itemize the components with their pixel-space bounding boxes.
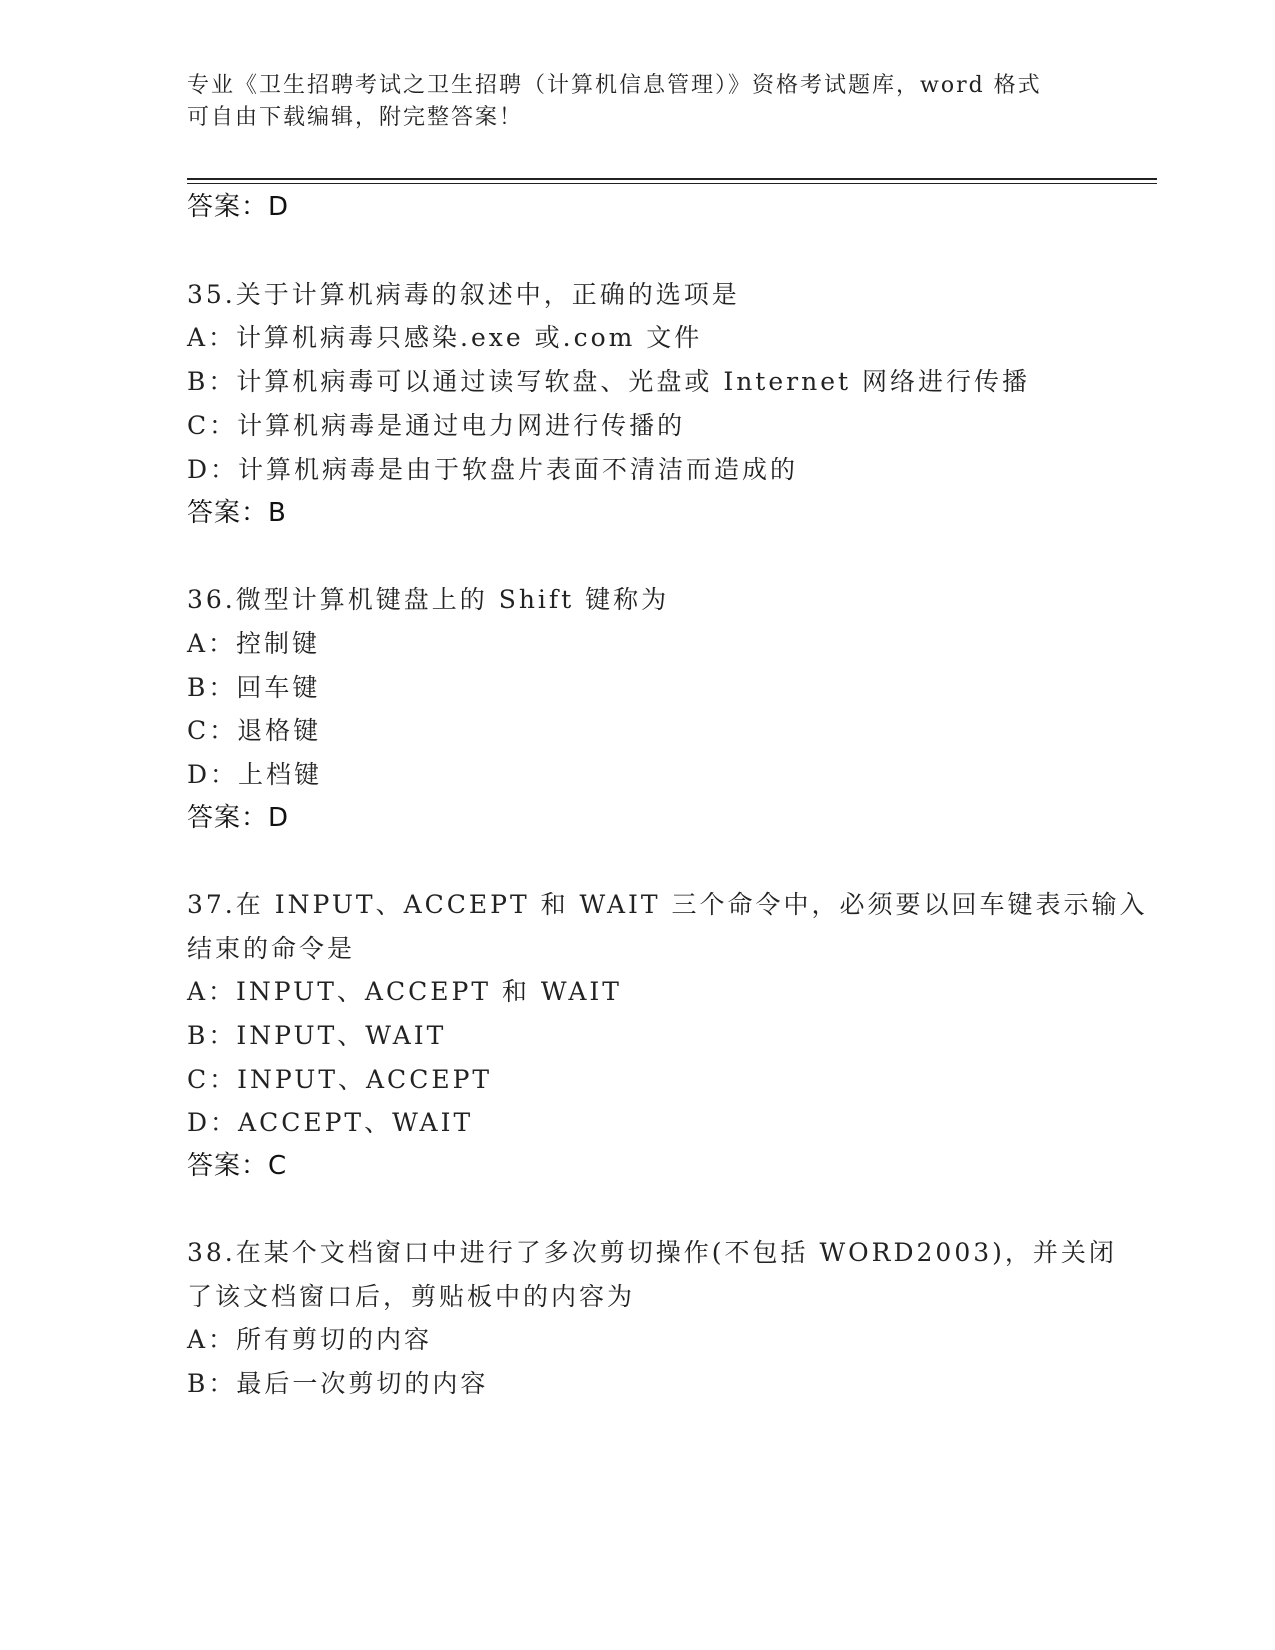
question-37-option-a: A：INPUT、ACCEPT 和 WAIT [187, 977, 622, 1006]
question-35-option-c: C：计算机病毒是通过电力网进行传播的 [187, 411, 686, 440]
question-35-option-d: D：计算机病毒是由于软盘片表面不清洁而造成的 [187, 455, 799, 484]
header-divider [187, 178, 1157, 184]
document-header [187, 70, 1067, 134]
question-35-option-b: B：计算机病毒可以通过读写软盘、光盘或 Internet 网络进行传播 [187, 367, 1030, 396]
question-36-option-d: D：上档键 [187, 760, 323, 789]
question-36-option-b: B：回车键 [187, 673, 321, 702]
question-37-stem-line-2: 结束的命令是 [187, 934, 356, 963]
question-36-answer: 答案：D [187, 803, 290, 833]
question-38-option-a: A：所有剪切的内容 [187, 1325, 433, 1354]
header-line-1: 专业《卫生招聘考试之卫生招聘（计算机信息管理）》资格考试题库，word 格式 [187, 73, 1042, 98]
question-35-answer: 答案：B [187, 498, 287, 528]
question-36-option-a: A：控制键 [187, 629, 321, 658]
question-37-stem-line-1: 37.在 INPUT、ACCEPT 和 WAIT 三个命令中，必须要以回车键表示输入 [187, 890, 1148, 919]
header-line-2: 可自由下载编辑，附完整答案！ [187, 105, 524, 130]
question-36-option-c: C：退格键 [187, 716, 322, 745]
question-36-stem: 36.微型计算机键盘上的 Shift 键称为 [187, 585, 670, 614]
question-35-option-a: A：计算机病毒只感染.exe 或.com 文件 [187, 323, 703, 352]
question-38-stem-line-1: 38.在某个文档窗口中进行了多次剪切操作(不包括 WORD2003)，并关闭 [187, 1238, 1117, 1267]
question-37-option-c: C：INPUT、ACCEPT [187, 1065, 493, 1094]
question-38-option-b: B：最后一次剪切的内容 [187, 1369, 489, 1398]
question-35-stem: 35.关于计算机病毒的叙述中，正确的选项是 [187, 280, 740, 309]
previous-answer: 答案：D [187, 192, 290, 222]
question-38-stem-line-2: 了该文档窗口后，剪贴板中的内容为 [187, 1282, 636, 1311]
question-37-answer: 答案：C [187, 1151, 288, 1181]
question-37-option-b: B：INPUT、WAIT [187, 1021, 447, 1050]
question-37-option-d: D：ACCEPT、WAIT [187, 1108, 474, 1137]
